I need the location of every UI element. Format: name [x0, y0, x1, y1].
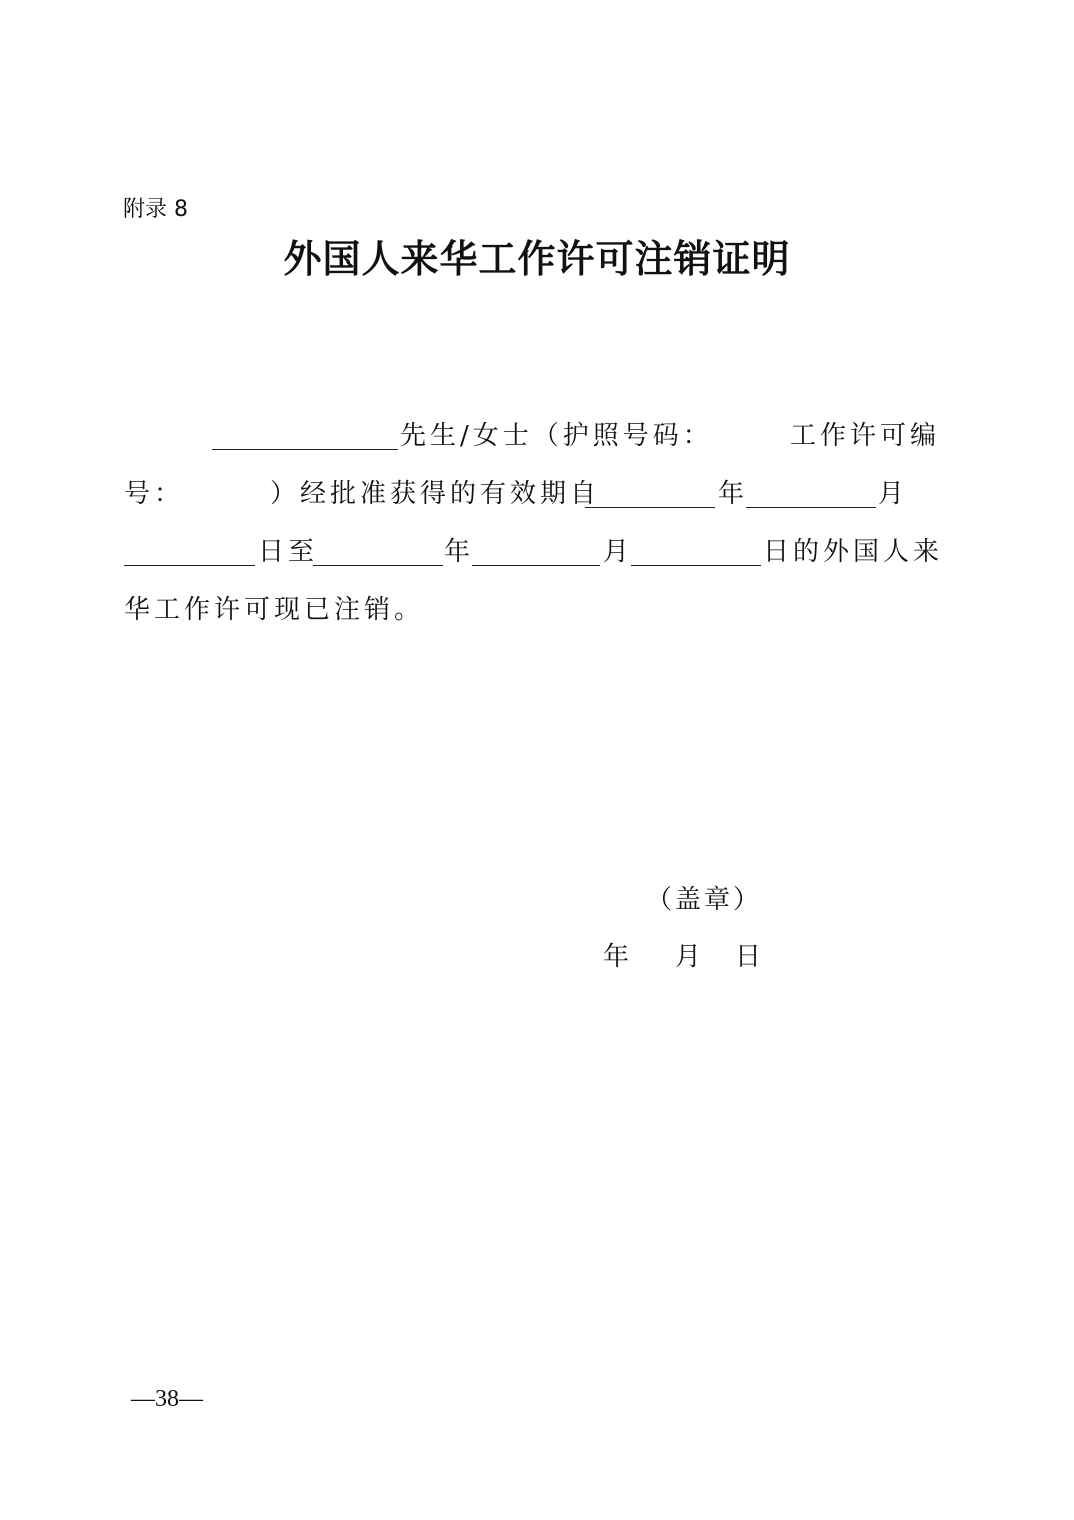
body-line-2-text-d: 月: [878, 479, 909, 509]
start-month-blank[interactable]: [746, 507, 876, 508]
start-year-blank[interactable]: [585, 507, 715, 508]
date-day-label: 日: [735, 942, 762, 972]
body-line-3-text-c: 月: [603, 537, 634, 567]
body-line-3: [0, 534, 1074, 570]
body-line-1-text-b: 工作许可编: [790, 421, 941, 451]
body-line-3-text-a: 日至: [258, 537, 319, 567]
end-day-blank[interactable]: [631, 565, 761, 566]
date-year-label: 年: [603, 942, 630, 972]
body-line-2-text-a: 号：: [124, 479, 185, 509]
body-line-2-text-b: ）经批准获得的有效期自: [270, 479, 601, 509]
end-month-blank[interactable]: [472, 565, 600, 566]
body-line-2: [0, 476, 1074, 512]
body-line-1: [0, 418, 1074, 454]
document-title: 外国人来华工作许可注销证明: [283, 237, 791, 281]
body-line-2-text-c: 年: [718, 479, 749, 509]
name-blank[interactable]: [212, 449, 398, 450]
start-day-blank[interactable]: [124, 565, 255, 566]
body-line-1-text-a: 先生/女士（护照号码：: [400, 421, 713, 451]
page-number: —38—: [131, 1386, 203, 1412]
body-line-4-text: 华工作许可现已注销。: [124, 595, 425, 625]
body-line-3-text-d: 日的外国人来: [763, 537, 944, 567]
date-month-label: 月: [675, 942, 702, 972]
seal-label: （盖章）: [646, 885, 763, 915]
appendix-label: 附录 8: [123, 197, 188, 222]
body-line-3-text-b: 年: [444, 537, 475, 567]
end-year-blank[interactable]: [313, 565, 443, 566]
body-line-4: [0, 592, 1074, 628]
